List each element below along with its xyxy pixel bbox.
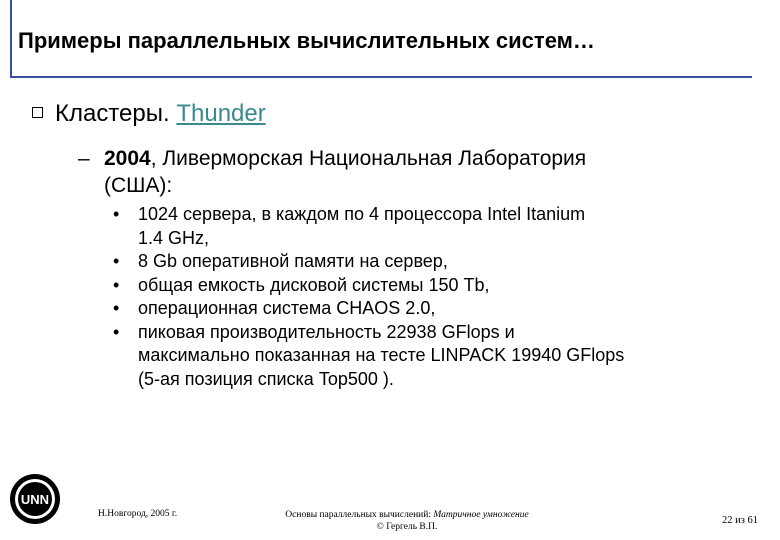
square-bullet-icon bbox=[32, 107, 43, 118]
bullet-dot: • bbox=[113, 251, 120, 271]
page-number: 22 из 61 bbox=[721, 515, 758, 526]
title-frame-horizontal bbox=[10, 76, 752, 78]
dash-bullet: – bbox=[78, 147, 90, 170]
level1-label: Кластеры. bbox=[55, 100, 177, 127]
thunder-link[interactable]: Thunder bbox=[176, 100, 266, 127]
bullet-list bbox=[113, 203, 624, 391]
bullet-dot: • bbox=[113, 321, 120, 342]
country: (США): bbox=[104, 174, 173, 197]
bullet-dot: • bbox=[113, 204, 120, 224]
list-item: • 1024 сервера, в каждом по 4 процессора Intel Itanium 1.4 GHz, bbox=[113, 204, 586, 248]
list-item: • 8 Gb оперативной памяти на сервер, bbox=[113, 250, 624, 274]
list-item: • операционная система CHAOS 2.0, bbox=[113, 297, 624, 321]
lab-name: , Ливерморская Национальная Лаборатория bbox=[150, 147, 587, 170]
list-item: • общая емкость дисковой системы 150 Tb, bbox=[113, 274, 624, 298]
bullet-dot: • bbox=[113, 274, 120, 295]
level1-item bbox=[32, 100, 266, 128]
unn-logo-icon bbox=[8, 472, 62, 526]
svg-text:UNN: UNN bbox=[20, 492, 50, 507]
list-item: • пиковая производительность 22938 GFlops и максимально показанная на тесте LINPACK 19940 GFlops (5-ая позиция списка Top500 ). bbox=[113, 321, 625, 389]
footer-course: Основы параллельных вычислений: Матричное умножение © Гергель В.П. bbox=[285, 510, 529, 532]
footer-city: Н.Новгород, 2005 г. bbox=[98, 509, 178, 519]
bullet-dot: • bbox=[113, 298, 120, 318]
slide-title: Примеры параллельных вычислительных систем… bbox=[18, 28, 595, 53]
title-frame-vertical bbox=[10, 0, 12, 78]
year: 2004 bbox=[104, 147, 151, 170]
